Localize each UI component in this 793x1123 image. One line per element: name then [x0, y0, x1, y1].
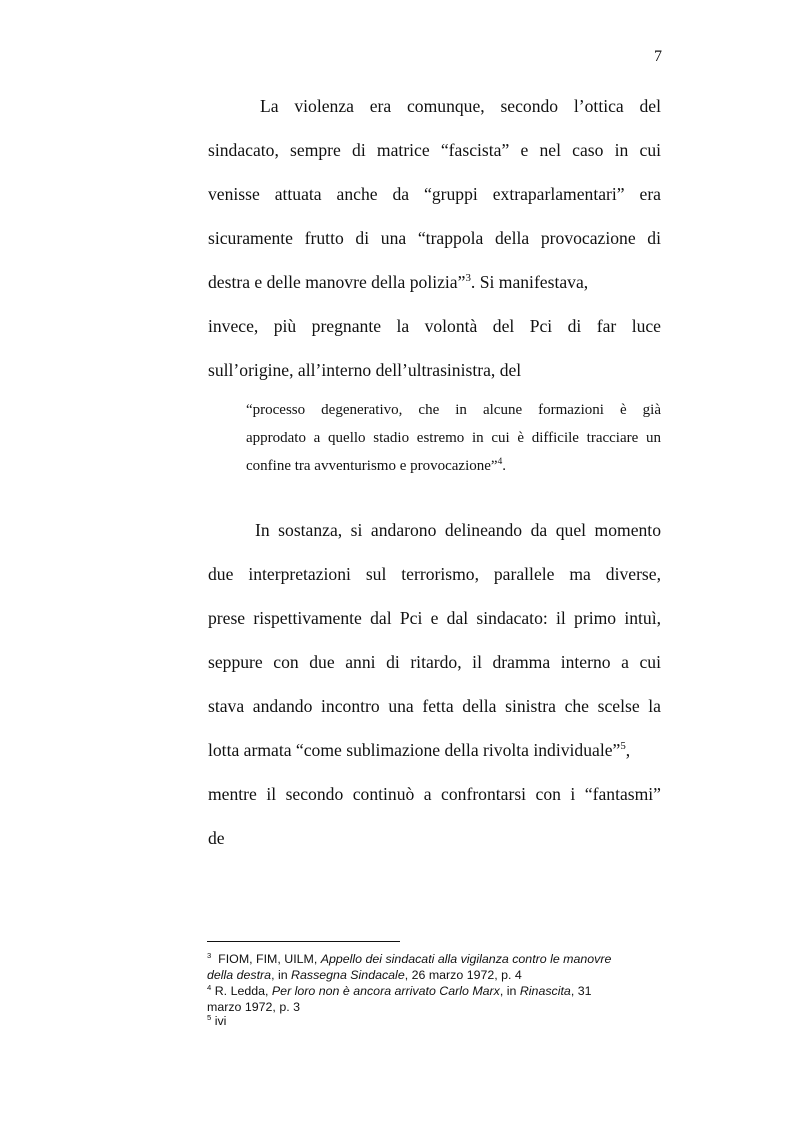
paragraph-1-line-6: invece, più pregnante la volontà del Pci di far luce — [208, 316, 661, 336]
paragraph-1-line-5 — [208, 270, 661, 294]
footnote-4-line-2: marzo 1972, p. 3 — [207, 1000, 300, 1014]
footnote-3-number: 3 — [207, 950, 212, 960]
paragraph-2-line-7: mentre il secondo continuò a confrontarsi con i “fantasmi” — [208, 784, 661, 804]
footnote-3-line-1: $^3$ FIOM, FIM, UILM, Appello dei sindacati alla vigilanza contro le manovre — [207, 950, 612, 966]
paragraph-1-line-4: sicuramente frutto di una “trappola della provocazione di — [208, 228, 661, 248]
footnote-ref-4[interactable]: 4 — [497, 457, 503, 467]
footnote-4-line-1: $^4$ R. Ledda, Per loro non è ancora arrivato Carlo Marx, in Rinascita, 31 — [207, 982, 592, 998]
paragraph-2-line-2: due interpretazioni sul terrorismo, parallele ma diverse, — [208, 564, 661, 584]
footnote-5-line-1: $^5$ ivi — [207, 1012, 227, 1028]
paragraph-2-line-1: In sostanza, si andarono delineando da quel momento — [255, 520, 661, 540]
paragraph-1-line-7: sull’origine, all’interno dell’ultrasinistra, del — [208, 360, 522, 380]
footnote-5-number: 5 — [207, 1012, 212, 1022]
paragraph-2-line-6: lotta armata “come sublimazione della rivolta individuale”$^5$, — [208, 740, 631, 760]
paragraph-1-line-2: sindacato, sempre di matrice “fascista” e nel caso in cui — [208, 140, 661, 160]
footnote-4-number: 4 — [207, 982, 212, 992]
page-number: 7 — [654, 48, 662, 65]
footnote-ref-3[interactable]: 3 — [465, 272, 471, 285]
paragraph-1-line-5-part-a: destra e delle manovre della polizia”$^3$. Si manifestava, — [208, 272, 589, 292]
paragraph-1-line-3: venisse attuata anche da “gruppi extraparlamentari” era — [208, 184, 661, 204]
paragraph-1-line-1: La violenza era comunque, secondo l’ottica del — [260, 96, 661, 116]
quote-line-3: confine tra avventurismo e provocazione”$^4$. — [246, 457, 506, 474]
paragraph-2-line-3: prese rispettivamente dal Pci e dal sindacato: il primo intuì, — [208, 608, 661, 628]
footnote-3-line-2: della destra, in Rassegna Sindacale, 26 marzo 1972, p. 4 — [207, 968, 522, 982]
paragraph-2-line-8: de — [208, 828, 225, 848]
footnote-divider — [207, 941, 400, 942]
quote-line-1: “processo degenerativo, che in alcune formazioni è già — [246, 402, 661, 418]
paragraph-2-line-4: seppure con due anni di ritardo, il dramma interno a cui — [208, 652, 661, 672]
paragraph-2-line-5: stava andando incontro una fetta della sinistra che scelse la — [208, 696, 661, 716]
footnote-ref-5[interactable]: 5 — [620, 740, 626, 753]
quote-line-2: approdato a quello stadio estremo in cui è difficile tracciare un — [246, 430, 661, 446]
